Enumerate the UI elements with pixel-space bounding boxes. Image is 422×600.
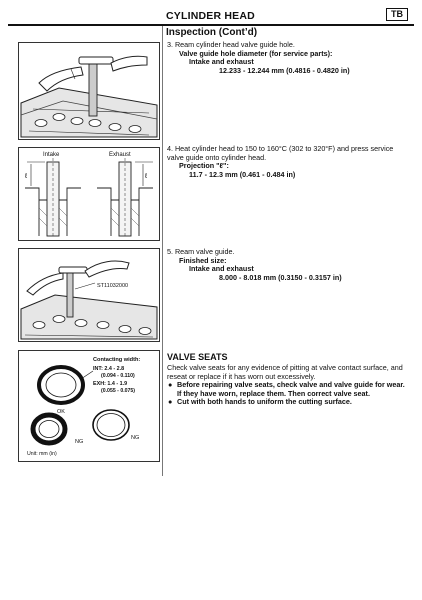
step-4-proj-value: 11.7 - 12.3 mm (0.461 - 0.484 in) — [189, 169, 296, 179]
ng-label-left: NG — [75, 439, 84, 445]
ok-label: OK — [57, 409, 65, 415]
exhaust-label: Exhaust — [109, 152, 131, 158]
section-title: CYLINDER HEAD — [166, 10, 255, 22]
contact-width-title: Contacting width: — [93, 357, 141, 363]
step-3-main: 3. Ream cylinder head valve guide hole. — [167, 40, 295, 49]
figure-ream-valve-guide — [18, 248, 160, 342]
bullet-icon: ● — [168, 380, 173, 390]
step-4-text — [167, 145, 407, 179]
exh-width-label: EXH: 1.4 - 1.9 — [93, 381, 128, 387]
ng-label-right: NG — [131, 435, 140, 441]
step-4-main: 4. Heat cylinder head to 150 to 160°C (302 to 320°F) and press service valve guide onto cylinder head. — [167, 144, 394, 162]
page-header — [8, 10, 414, 26]
valve-seats-body: Check valve seats for any evidence of pitting at valve contact surface, and reseat or replace if it has worn out excessively. — [167, 363, 403, 381]
tool-number-label: ST11032000 — [97, 283, 129, 289]
step-3-spec-title: Valve guide hole diameter (for service parts): — [179, 48, 333, 58]
step-4-proj-label: Projection "ℓ": — [179, 161, 229, 171]
ream-guide-illustration — [19, 249, 159, 341]
page-subtitle: Inspection (Cont’d) — [166, 27, 258, 38]
step-5-spec-value: 8.000 - 8.018 mm (0.3150 - 0.3157 in) — [219, 272, 342, 282]
int-width-label: INT: 2.4 - 2.8 — [93, 366, 125, 372]
bullet-text: Before repairing valve seats, check valve and valve guide for wear. If they have worn, replace them. Then correct valve seat. — [177, 380, 405, 398]
ell-label-exhaust: ℓ — [145, 173, 148, 180]
unit-label: Unit: mm (in) — [27, 451, 57, 457]
ell-label-intake: ℓ — [25, 173, 28, 180]
column-divider — [162, 26, 163, 476]
valve-seat-illustration — [19, 351, 159, 461]
bullet-icon: ● — [168, 397, 173, 407]
figure-valve-seat-contact — [18, 350, 160, 462]
valve-seats-text — [167, 364, 407, 407]
valve-seats-heading: VALVE SEATS — [167, 352, 228, 362]
section-code-badge: TB — [386, 8, 408, 21]
step-3-spec-value: 12.233 - 12.244 mm (0.4816 - 0.4820 in) — [219, 65, 350, 75]
step-3-spec-sub: Intake and exhaust — [189, 57, 254, 67]
intake-label: Intake — [43, 152, 60, 158]
exh-width-inch: (0.055 - 0.075) — [101, 388, 136, 394]
reamer-illustration — [19, 43, 159, 139]
bullet-text: Cut with both hands to uniform the cutting surface. — [177, 397, 352, 407]
figure-ream-guide-hole — [18, 42, 160, 140]
step-5-text — [167, 248, 407, 282]
bullet-item — [167, 398, 407, 407]
int-width-inch: (0.094 - 0.110) — [101, 373, 135, 379]
step-5-main: 5. Ream valve guide. — [167, 247, 235, 256]
step-5-spec-sub: Intake and exhaust — [189, 264, 254, 274]
step-3-text — [167, 41, 407, 75]
figure-valve-guide-projection — [18, 147, 160, 241]
guide-projection-illustration — [19, 148, 159, 240]
bullet-item — [167, 381, 407, 398]
valve-seats-bullets — [167, 381, 407, 407]
step-5-spec-title: Finished size: — [179, 255, 227, 265]
